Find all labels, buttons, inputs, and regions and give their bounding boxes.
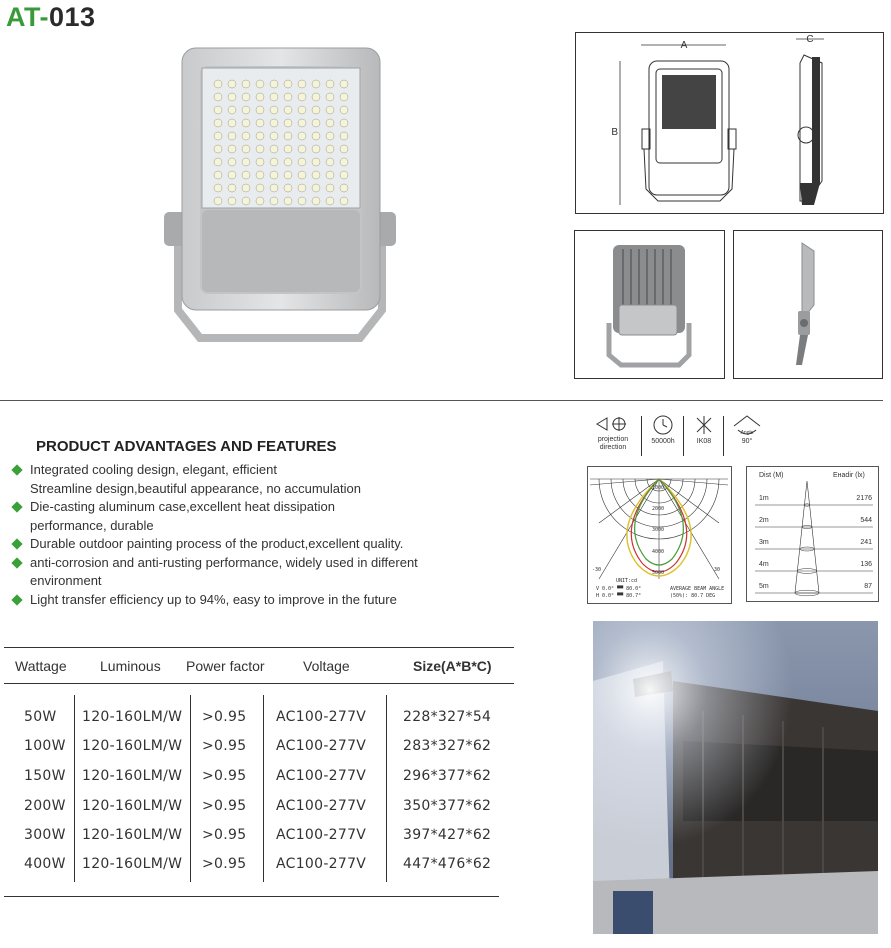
application-photo bbox=[593, 621, 878, 934]
title-number: 013 bbox=[49, 2, 96, 32]
side-view-photo bbox=[733, 230, 883, 379]
projection-icon: projection direction bbox=[587, 414, 639, 458]
table-row: 300W 120-160LM/W >0.95 AC100-277V 397*427*62 bbox=[24, 827, 492, 843]
svg-text:(50%): 80.7 DEG: (50%): 80.7 DEG bbox=[670, 593, 716, 599]
impact-icon: IK08 bbox=[687, 414, 721, 458]
col-header-wattage: Wattage bbox=[15, 658, 67, 674]
feature-item: Durable outdoor painting process of the product,excellent quality. bbox=[12, 535, 452, 554]
svg-text:-30: -30 bbox=[592, 567, 602, 573]
bullet-diamond-icon bbox=[11, 464, 22, 475]
dim-label-c: C bbox=[806, 34, 814, 45]
feature-item: Light transfer efficiency up to 94%, easy to improve in the future bbox=[12, 591, 452, 610]
bullet-diamond-icon bbox=[11, 501, 22, 512]
illuminance-table: Dist (M) Eнadir (lx) 1m 2176 2m 544 3m 241 4m 136 5m 87 bbox=[746, 466, 879, 602]
lux-header-value: Eнadir (lx) bbox=[833, 472, 865, 479]
section-divider bbox=[0, 400, 883, 401]
feature-item: anti-corrosion and anti-rusting performance, widely used in different bbox=[12, 554, 452, 573]
col-header-size: Size(A*B*C) bbox=[413, 658, 492, 674]
svg-text:4000: 4000 bbox=[652, 549, 665, 555]
col-header-luminous: Luminous bbox=[100, 658, 161, 674]
angle-icon: Angle 90° bbox=[727, 414, 767, 458]
table-bottom-rule bbox=[4, 896, 499, 897]
dim-label-a: A bbox=[680, 40, 688, 51]
table-row: 150W 120-160LM/W >0.95 AC100-277V 296*377*62 bbox=[24, 768, 492, 784]
col-header-voltage: Voltage bbox=[303, 658, 350, 674]
svg-text:5000: 5000 bbox=[652, 570, 665, 576]
table-row: 100W 120-160LM/W >0.95 AC100-277V 283*327*62 bbox=[24, 738, 492, 754]
back-view-photo bbox=[574, 230, 725, 379]
table-row: 200W 120-160LM/W >0.95 AC100-277V 350*377*62 bbox=[24, 798, 492, 814]
dimension-drawing bbox=[575, 32, 884, 214]
feature-icons bbox=[587, 414, 777, 458]
title-prefix: AT- bbox=[6, 2, 49, 32]
feature-item-continued: performance, durable bbox=[30, 517, 154, 533]
svg-text:1000: 1000 bbox=[652, 485, 665, 491]
clock-icon: 50000h bbox=[645, 414, 681, 458]
product-photo bbox=[160, 40, 400, 350]
feature-item-continued: Streamline design,beautiful appearance, no accumulation bbox=[30, 480, 361, 496]
svg-text:V 0.0° ▀▀ 80.0°: V 0.0° ▀▀ 80.0° bbox=[596, 586, 642, 592]
bullet-diamond-icon bbox=[11, 538, 22, 549]
col-header-power-factor: Power factor bbox=[186, 658, 265, 674]
bullet-diamond-icon bbox=[11, 557, 22, 568]
features-list bbox=[12, 461, 452, 609]
spec-table-header bbox=[4, 647, 514, 684]
svg-text:3000: 3000 bbox=[652, 527, 665, 533]
advantages-heading: PRODUCT ADVANTAGES AND FEATURES bbox=[36, 438, 337, 455]
feature-item-continued: environment bbox=[30, 573, 102, 588]
svg-text:H 0.0° ▀▀ 80.7°: H 0.0° ▀▀ 80.7° bbox=[596, 593, 642, 599]
dim-label-b: B bbox=[611, 127, 618, 138]
table-row: 50W 120-160LM/W >0.95 AC100-277V 228*327*54 bbox=[24, 709, 492, 725]
product-title bbox=[6, 2, 96, 33]
svg-text:30: 30 bbox=[714, 567, 721, 573]
table-row: 400W 120-160LM/W >0.95 AC100-277V 447*476*62 bbox=[24, 856, 492, 872]
lux-header-dist: Dist (M) bbox=[759, 472, 784, 479]
svg-text:UNIT:cd: UNIT:cd bbox=[616, 578, 638, 584]
bullet-diamond-icon bbox=[11, 594, 22, 605]
svg-text:AVERAGE BEAM ANGLE: AVERAGE BEAM ANGLE bbox=[670, 586, 725, 592]
svg-text:2000: 2000 bbox=[652, 506, 665, 512]
light-distribution-chart bbox=[587, 466, 732, 604]
feature-item: Die-casting aluminum case,excellent heat dissipation bbox=[12, 498, 452, 517]
feature-item: Integrated cooling design, elegant, efficient bbox=[12, 461, 452, 480]
